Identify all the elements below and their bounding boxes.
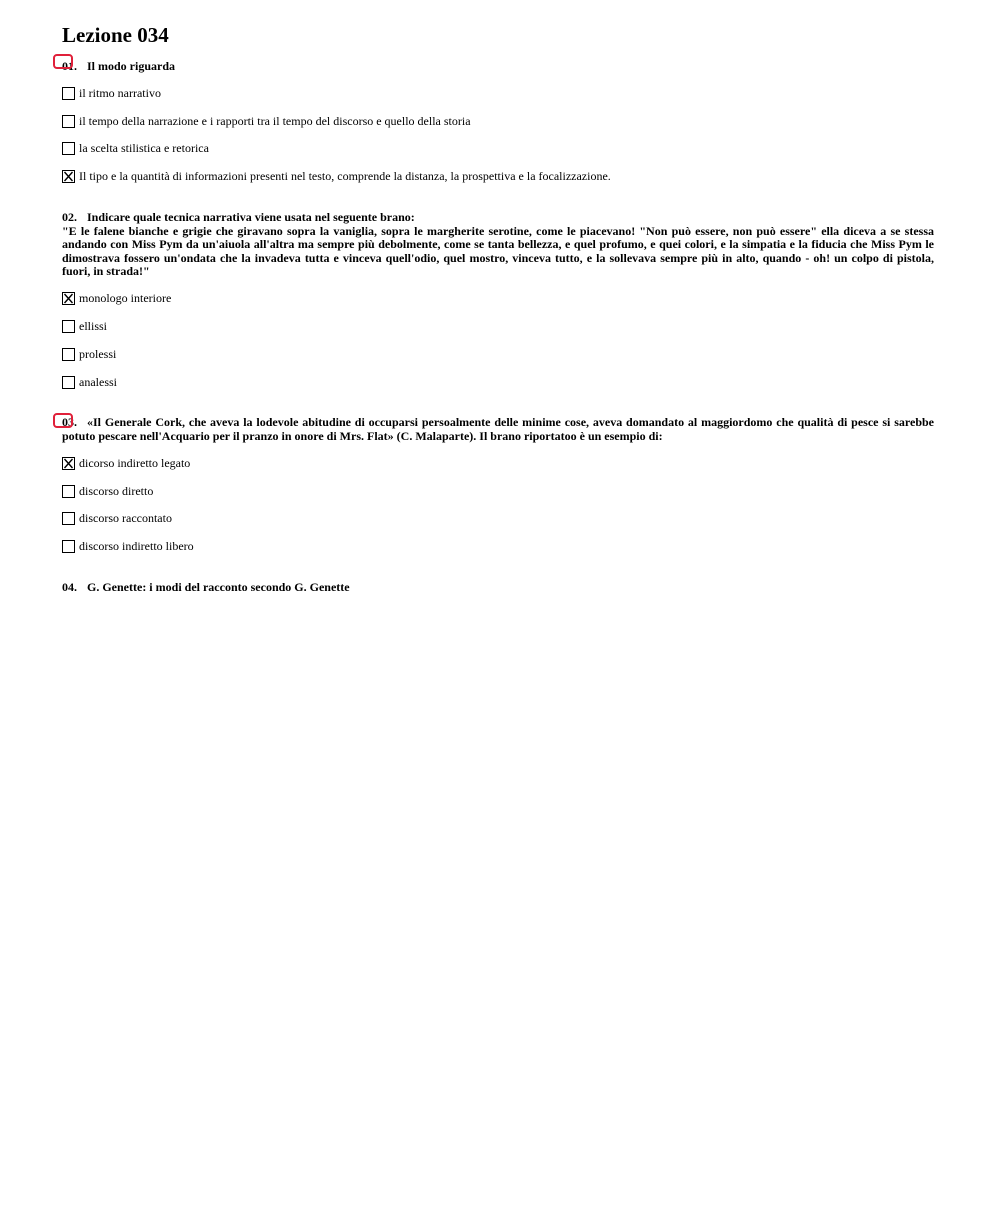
question-1-number: 01.	[62, 59, 77, 73]
question-3-option-3[interactable]	[62, 510, 172, 526]
option-label: discorso indiretto libero	[79, 538, 194, 553]
highlight-marker	[53, 413, 73, 428]
question-3-option-4[interactable]	[62, 538, 194, 554]
question-1-option-4[interactable]	[62, 168, 611, 184]
option-label: discorso raccontato	[79, 510, 172, 525]
question-4-text: G. Genette: i modi del racconto secondo G. Genette	[87, 580, 350, 594]
option-label: monologo interiore	[79, 290, 172, 305]
option-label: prolessi	[79, 346, 117, 361]
checkbox[interactable]	[62, 170, 75, 183]
question-2-option-1[interactable]	[62, 290, 171, 306]
question-2-option-3[interactable]	[62, 346, 116, 362]
checkbox[interactable]	[62, 142, 75, 155]
checkbox[interactable]	[62, 87, 75, 100]
question-2-number: 02.	[62, 210, 77, 224]
checkbox[interactable]	[62, 457, 75, 470]
question-3-text: «Il Generale Cork, che aveva la lodevole abitudine di occuparsi persoalmente delle minime cose, aveva domandato al maggiordomo che qualità di pesce si sarebbe potuto pescare nell'Acquario per il pranzo in onore di Mrs. Flat» (C. Malaparte). Il brano riportatoo è un esempio di:	[62, 415, 934, 443]
highlight-marker	[53, 54, 73, 69]
question-2-option-2[interactable]	[62, 318, 107, 334]
lesson-title: Lezione 034	[62, 23, 169, 47]
question-3-heading	[62, 416, 934, 443]
checkbox[interactable]	[62, 115, 75, 128]
checkbox[interactable]	[62, 485, 75, 498]
question-1-option-2[interactable]	[62, 113, 471, 129]
question-1-option-1[interactable]	[62, 85, 161, 101]
question-3-option-1[interactable]	[62, 455, 190, 471]
check-x-icon	[63, 171, 74, 182]
option-label: il tempo della narrazione e i rapporti tra il tempo del discorso e quello della storia	[79, 113, 471, 128]
option-label: il ritmo narrativo	[79, 85, 161, 100]
option-label: Il tipo e la quantità di informazioni presenti nel testo, comprende la distanza, la prospettiva e la focalizzazione.	[79, 168, 611, 183]
question-1-text: Il modo riguarda	[87, 59, 176, 73]
checkbox[interactable]	[62, 540, 75, 553]
check-x-icon	[63, 293, 74, 304]
option-label: dicorso indiretto legato	[79, 455, 191, 470]
question-1-heading	[62, 60, 934, 74]
question-4-number: 04.	[62, 580, 77, 594]
question-2-heading	[62, 211, 934, 279]
question-3-option-2[interactable]	[62, 483, 153, 499]
checkbox[interactable]	[62, 512, 75, 525]
question-2-text: Indicare quale tecnica narrativa viene usata nel seguente brano:	[87, 210, 415, 224]
question-3-number: 03.	[62, 415, 77, 429]
option-label: discorso diretto	[79, 483, 154, 498]
checkbox[interactable]	[62, 320, 75, 333]
check-x-icon	[63, 458, 74, 469]
checkbox[interactable]	[62, 292, 75, 305]
checkbox[interactable]	[62, 348, 75, 361]
option-label: la scelta stilistica e retorica	[79, 140, 209, 155]
question-1-option-3[interactable]	[62, 140, 209, 156]
question-4-heading	[62, 581, 934, 595]
question-2-option-4[interactable]	[62, 374, 117, 390]
checkbox[interactable]	[62, 376, 75, 389]
option-label: ellissi	[79, 318, 108, 333]
option-label: analessi	[79, 374, 117, 389]
question-2-passage: "E le falene bianche e grigie che giravano sopra la vaniglia, sopra le margherite serotine, come le piacevano! "Non può essere, non può essere" ella diceva a se stessa andando con Miss Pym da un'aiuola all'altra ma sempre più debolmente, come se tanta bellezza, e quel profumo, e quei colori, e la simpatia e la fiducia che Miss Pym le dimostrava fossero un'ondata che la invadeva tutta e vinceva quell'odio, quel mostro, vinceva tutto, e la sollevava sempre più in alto, quando - oh! un colpo di pistola, fuori, in strada!"	[62, 223, 934, 278]
